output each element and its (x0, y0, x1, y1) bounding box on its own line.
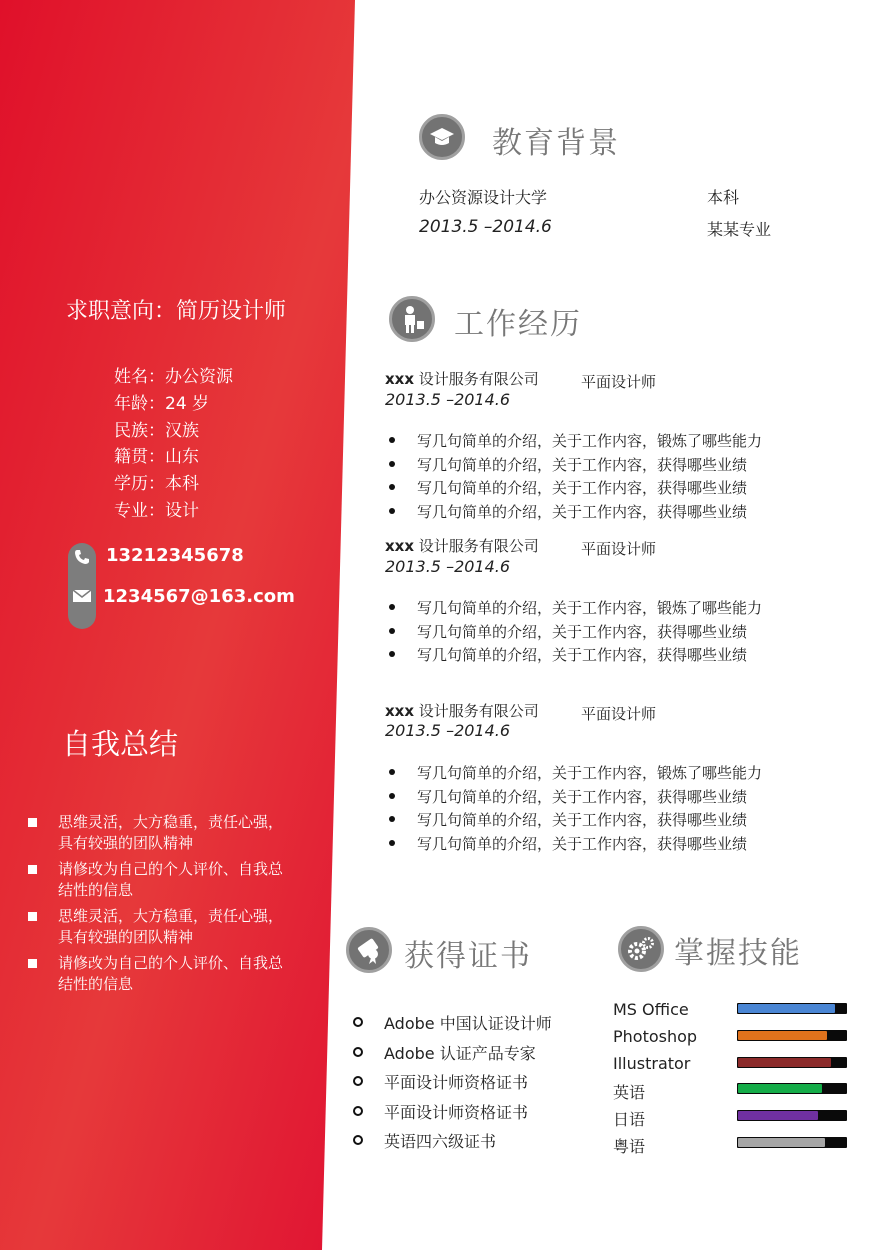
skill-bar (737, 1110, 847, 1121)
job-period: 2013.5 –2014.6 (385, 390, 511, 409)
certificate-icon (346, 927, 392, 973)
ring-bullet-icon (353, 1076, 363, 1086)
worker-icon (389, 296, 435, 342)
bullet-icon (389, 604, 395, 610)
skill-row: MS Office (613, 1000, 853, 1027)
bullet-icon (389, 437, 395, 443)
skill-row: 日语 (613, 1107, 853, 1134)
job-role: 平面设计师 (581, 705, 657, 723)
skill-bar-fill (738, 1031, 827, 1040)
skill-row: 粤语 (613, 1134, 853, 1161)
skills-list (613, 1000, 853, 1161)
info-ethnicity: 民族：汉族 (114, 420, 199, 441)
job-company: xxx 设计服务有限公司 (385, 702, 539, 720)
personal-info (114, 364, 233, 525)
skill-bar-fill (738, 1058, 831, 1067)
job-role: 平面设计师 (581, 373, 657, 391)
summary-title: 自我总结 (62, 727, 179, 761)
ring-bullet-icon (353, 1135, 363, 1145)
skill-bar-fill (738, 1004, 835, 1013)
square-bullet-icon (28, 959, 37, 968)
email-address: 1234567@163.com (103, 586, 295, 607)
skill-bar (737, 1003, 847, 1014)
job-period: 2013.5 –2014.6 (385, 557, 511, 576)
skill-row: Photoshop (613, 1027, 853, 1054)
skill-bar-fill (738, 1111, 818, 1120)
job-company: xxx 设计服务有限公司 (385, 537, 539, 555)
info-major: 专业：设计 (114, 500, 199, 521)
phone-number: 13212345678 (106, 545, 244, 566)
skill-bar (737, 1057, 847, 1068)
mail-icon (72, 588, 92, 604)
ring-bullet-icon (353, 1047, 363, 1057)
skill-bar (737, 1030, 847, 1041)
gears-icon (618, 926, 664, 972)
skill-bar (737, 1083, 847, 1094)
skill-bar-fill (738, 1138, 825, 1147)
phone-icon (72, 547, 92, 567)
bullet-icon (389, 769, 395, 775)
major: 某某专业 (707, 220, 772, 239)
job-company: xxx 设计服务有限公司 (385, 370, 539, 388)
degree: 本科 (707, 188, 740, 207)
bullet-icon (389, 461, 395, 467)
certs-title: 获得证书 (404, 939, 532, 974)
info-education: 学历：本科 (114, 474, 199, 495)
job-period: 2013.5 –2014.6 (385, 721, 511, 740)
work-title: 工作经历 (454, 307, 582, 342)
education-title: 教育背景 (492, 126, 620, 161)
skill-bar-fill (738, 1084, 822, 1093)
bullet-icon (389, 628, 395, 634)
ring-bullet-icon (353, 1106, 363, 1116)
job-intention: 求职意向：简历设计师 (66, 299, 287, 324)
info-age: 年龄：24 岁 (114, 393, 210, 414)
ring-bullet-icon (353, 1017, 363, 1027)
bullet-icon (389, 793, 395, 799)
graduation-cap-icon (419, 114, 465, 160)
skills-title: 掌握技能 (674, 936, 802, 971)
info-name: 姓名：办公资源 (114, 367, 233, 387)
square-bullet-icon (28, 818, 37, 827)
skill-row: Illustrator (613, 1054, 853, 1081)
job-role: 平面设计师 (581, 540, 657, 558)
education-period: 2013.5 –2014.6 (419, 217, 552, 237)
square-bullet-icon (28, 912, 37, 921)
school-name: 办公资源设计大学 (419, 188, 548, 207)
skill-row: 英语 (613, 1080, 853, 1107)
square-bullet-icon (28, 865, 37, 874)
info-hometown: 籍贯：山东 (114, 447, 199, 468)
skill-bar (737, 1137, 847, 1148)
